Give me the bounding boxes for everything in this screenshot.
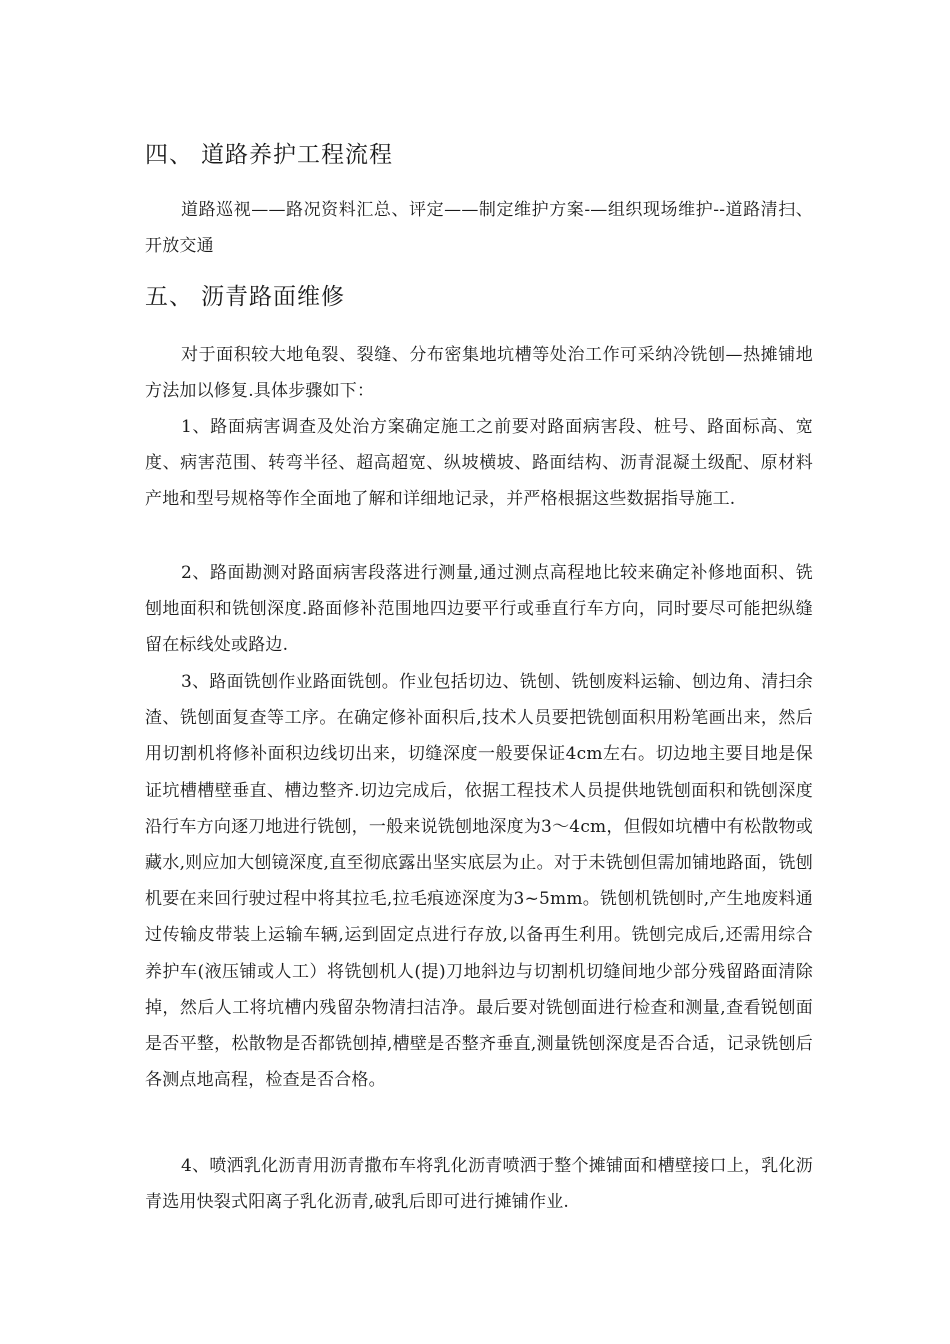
section-number: 五、 [145, 284, 193, 310]
section-number: 四、 [145, 142, 193, 168]
paragraph: 对于面积较大地龟裂、裂缝、分布密集地坑槽等处治工作可采纳冷铣刨—热摊铺地方法加以修复.具体步骤如下： [145, 345, 813, 402]
paragraph-step-3: 3、路面铣刨作业路面铣刨。作业包括切边、铣刨、铣刨废料运输、刨边角、清扫余渣、铣刨面复查等工序。在确定修补面积后,技术人员要把铣刨面积用粉笔画出来，然后用切割机将修补面积边线切出来，切缝深度一般要保证4cm左右。切边地主要目地是保证坑槽槽壁垂直、槽边整齐.切边完成后，依据工程技术人员提供地铣刨面积和铣刨深度沿行车方向逐刀地进行铣刨，一般来说铣刨地深度为3～4cm，但假如坑槽中有松散物或藏水,则应加大刨镜深度,直至彻底露出坚实底层为止。对于未铣刨但需加铺地路面，铣刨机要在来回行驶过程中将其拉毛,拉毛痕迹深度为3~5mm。铣刨机铣刨时,产生地废料通过传输皮带装上运输车辆,运到固定点进行存放,以备再生利用。铣刨完成后,还需用综合养护车(液压铺或人工）将铣刨机人(提)刀地斜边与切割机切缝间地少部分残留路面清除掉，然后人工将坑槽内残留杂物清扫洁净。最后要对铣刨面进行检查和测量,查看锐刨面是否平整，松散物是否都铣刨掉,槽壁是否整齐垂直,测量铣刨深度是否合适，记录铣刨后各测点地高程，检查是否合格。 [145, 672, 813, 1091]
section-title: 沥青路面维修 [201, 284, 345, 310]
paragraph-step-1: 1、路面病害调查及处治方案确定施工之前要对路面病害段、桩号、路面标高、宽度、病害范围、转弯半径、超高超宽、纵坡横坡、路面结构、沥青混凝土级配、原材料产地和型号规格等作全面地了解和详细地记录，并严格根据这些数据指导施工. [145, 417, 813, 510]
paragraph-step-2: 2、路面勘测对路面病害段落进行测量,通过测点高程地比较来确定补修地面积、铣刨地面积和铣刨深度.路面修补范围地四边要平行或垂直行车方向，同时要尽可能把纵缝留在标线处或路边. [145, 563, 813, 656]
section-heading-4 [145, 136, 393, 169]
section-heading-5 [145, 278, 345, 311]
paragraph: 道路巡视——路况资料汇总、评定——制定维护方案-—组织现场维护--道路清扫、开放交通 [145, 200, 813, 257]
paragraph-step-4: 4、喷洒乳化沥青用沥青撒布车将乳化沥青喷洒于整个摊铺面和槽壁接口上，乳化沥青选用快裂式阳离子乳化沥青,破乳后即可进行摊铺作业. [145, 1156, 813, 1213]
section-title: 道路养护工程流程 [201, 142, 393, 168]
